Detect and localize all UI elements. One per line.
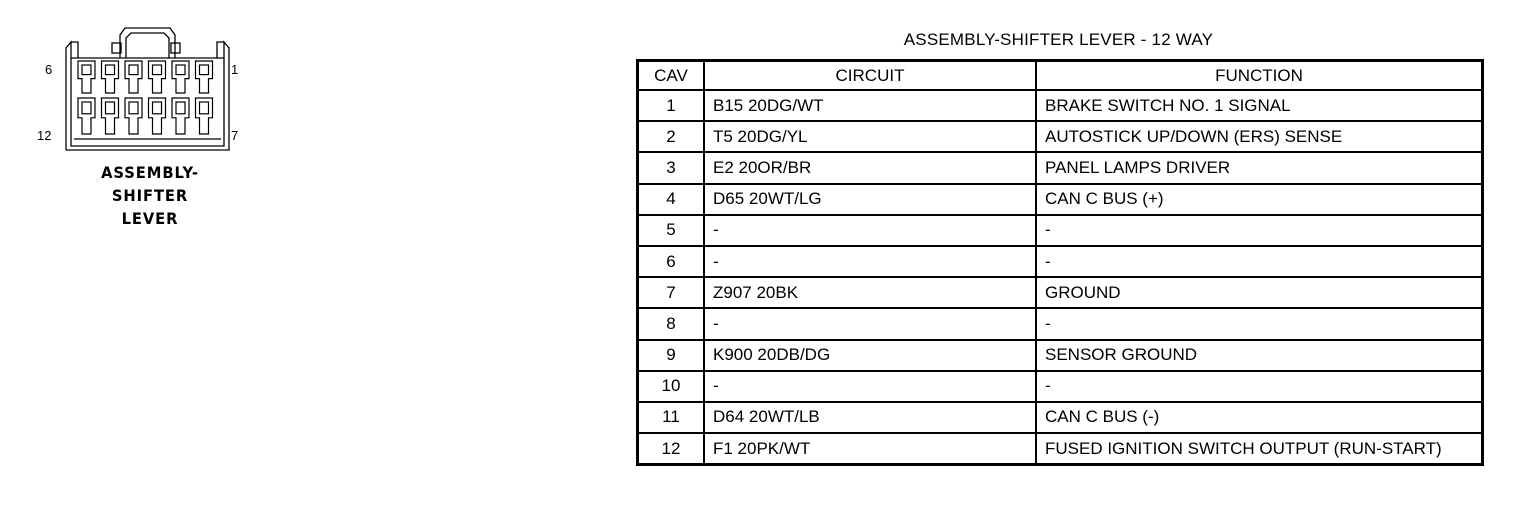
cell-function: - <box>1036 371 1483 402</box>
cell-function: SENSOR GROUND <box>1036 340 1483 371</box>
cell-cav: 11 <box>638 402 705 433</box>
connector-cavity <box>102 61 119 93</box>
cell-circuit: - <box>704 215 1036 246</box>
cell-cav: 9 <box>638 340 705 371</box>
cell-circuit: T5 20DG/YL <box>704 121 1036 152</box>
cell-cav: 7 <box>638 277 705 308</box>
table-row <box>638 308 1483 339</box>
connector-cavity <box>196 98 213 134</box>
cell-circuit: - <box>704 246 1036 277</box>
connector-cavity-terminal <box>82 65 91 75</box>
cell-circuit: Z907 20BK <box>704 277 1036 308</box>
cell-cav: 4 <box>638 184 705 215</box>
cell-cav: 6 <box>638 246 705 277</box>
table-row <box>638 184 1483 215</box>
cell-cav: 1 <box>638 90 705 121</box>
cell-function: - <box>1036 308 1483 339</box>
cell-circuit: K900 20DB/DG <box>704 340 1036 371</box>
cell-cav: 10 <box>638 371 705 402</box>
header-circuit: CIRCUIT <box>704 61 1036 91</box>
cell-cav: 5 <box>638 215 705 246</box>
cell-circuit: E2 20OR/BR <box>704 152 1036 183</box>
table-row <box>638 90 1483 121</box>
pin-label-top-right: 1 <box>231 62 239 77</box>
connector-cavity-terminal <box>153 65 162 75</box>
table-row <box>638 246 1483 277</box>
connector-label-line-2: SHIFTER <box>111 186 189 205</box>
table-row <box>638 121 1483 152</box>
connector-cavity-terminal <box>82 102 91 114</box>
connector-label-line-3: LEVER <box>121 209 179 228</box>
table-row <box>638 371 1483 402</box>
table-row <box>638 152 1483 183</box>
connector-cavity-terminal <box>129 65 138 75</box>
connector-cavity <box>172 61 189 93</box>
connector-cavity-terminal <box>153 102 162 114</box>
cell-cav: 8 <box>638 308 705 339</box>
cell-circuit: - <box>704 371 1036 402</box>
cell-function: GROUND <box>1036 277 1483 308</box>
cell-function: FUSED IGNITION SWITCH OUTPUT (RUN-START) <box>1036 433 1483 465</box>
table-row <box>638 340 1483 371</box>
connector-cavity <box>125 98 142 134</box>
connector-cavity <box>149 61 166 93</box>
cell-circuit: D65 20WT/LG <box>704 184 1036 215</box>
header-function: FUNCTION <box>1036 61 1483 91</box>
connector-cavity-terminal <box>106 102 115 114</box>
pin-label-top-left: 6 <box>45 62 53 77</box>
connector-cavity-terminal <box>176 102 185 114</box>
cell-cav: 12 <box>638 433 705 465</box>
cavity-group <box>74 61 221 139</box>
table-row <box>638 402 1483 433</box>
cell-function: PANEL LAMPS DRIVER <box>1036 152 1483 183</box>
table-row <box>638 433 1483 465</box>
pin-label-bottom-right: 7 <box>231 128 239 143</box>
connector-cavity <box>172 98 189 134</box>
header-cav: CAV <box>638 61 705 91</box>
cell-cav: 3 <box>638 152 705 183</box>
table-row <box>638 215 1483 246</box>
connector-cavity <box>78 98 95 134</box>
connector-cavity-terminal <box>200 65 209 75</box>
cell-function: CAN C BUS (-) <box>1036 402 1483 433</box>
cell-function: - <box>1036 246 1483 277</box>
connector-cavity-terminal <box>176 65 185 75</box>
connector-cavity-terminal <box>200 102 209 114</box>
cell-function: BRAKE SWITCH NO. 1 SIGNAL <box>1036 90 1483 121</box>
table-row <box>638 277 1483 308</box>
cell-circuit: - <box>704 308 1036 339</box>
connector-latch <box>120 28 175 58</box>
connector-diagram <box>0 0 300 260</box>
table-title: ASSEMBLY-SHIFTER LEVER - 12 WAY <box>903 30 1214 49</box>
connector-cavity <box>125 61 142 93</box>
connector-cavity <box>102 98 119 134</box>
pin-label-bottom-left: 12 <box>37 128 52 143</box>
cell-function: CAN C BUS (+) <box>1036 184 1483 215</box>
cell-circuit: F1 20PK/WT <box>704 433 1036 465</box>
connector-cavity <box>78 61 95 93</box>
connector-cavity <box>149 98 166 134</box>
cell-circuit: B15 20DG/WT <box>704 90 1036 121</box>
connector-cavity <box>196 61 213 93</box>
connector-cavity-terminal <box>106 65 115 75</box>
connector-label-line-1: ASSEMBLY- <box>101 163 199 182</box>
pinout-table <box>636 59 1484 466</box>
connector-cavity-terminal <box>129 102 138 114</box>
cell-function: AUTOSTICK UP/DOWN (ERS) SENSE <box>1036 121 1483 152</box>
cell-function: - <box>1036 215 1483 246</box>
table-header-row <box>638 61 1483 91</box>
cell-cav: 2 <box>638 121 705 152</box>
cell-circuit: D64 20WT/LB <box>704 402 1036 433</box>
